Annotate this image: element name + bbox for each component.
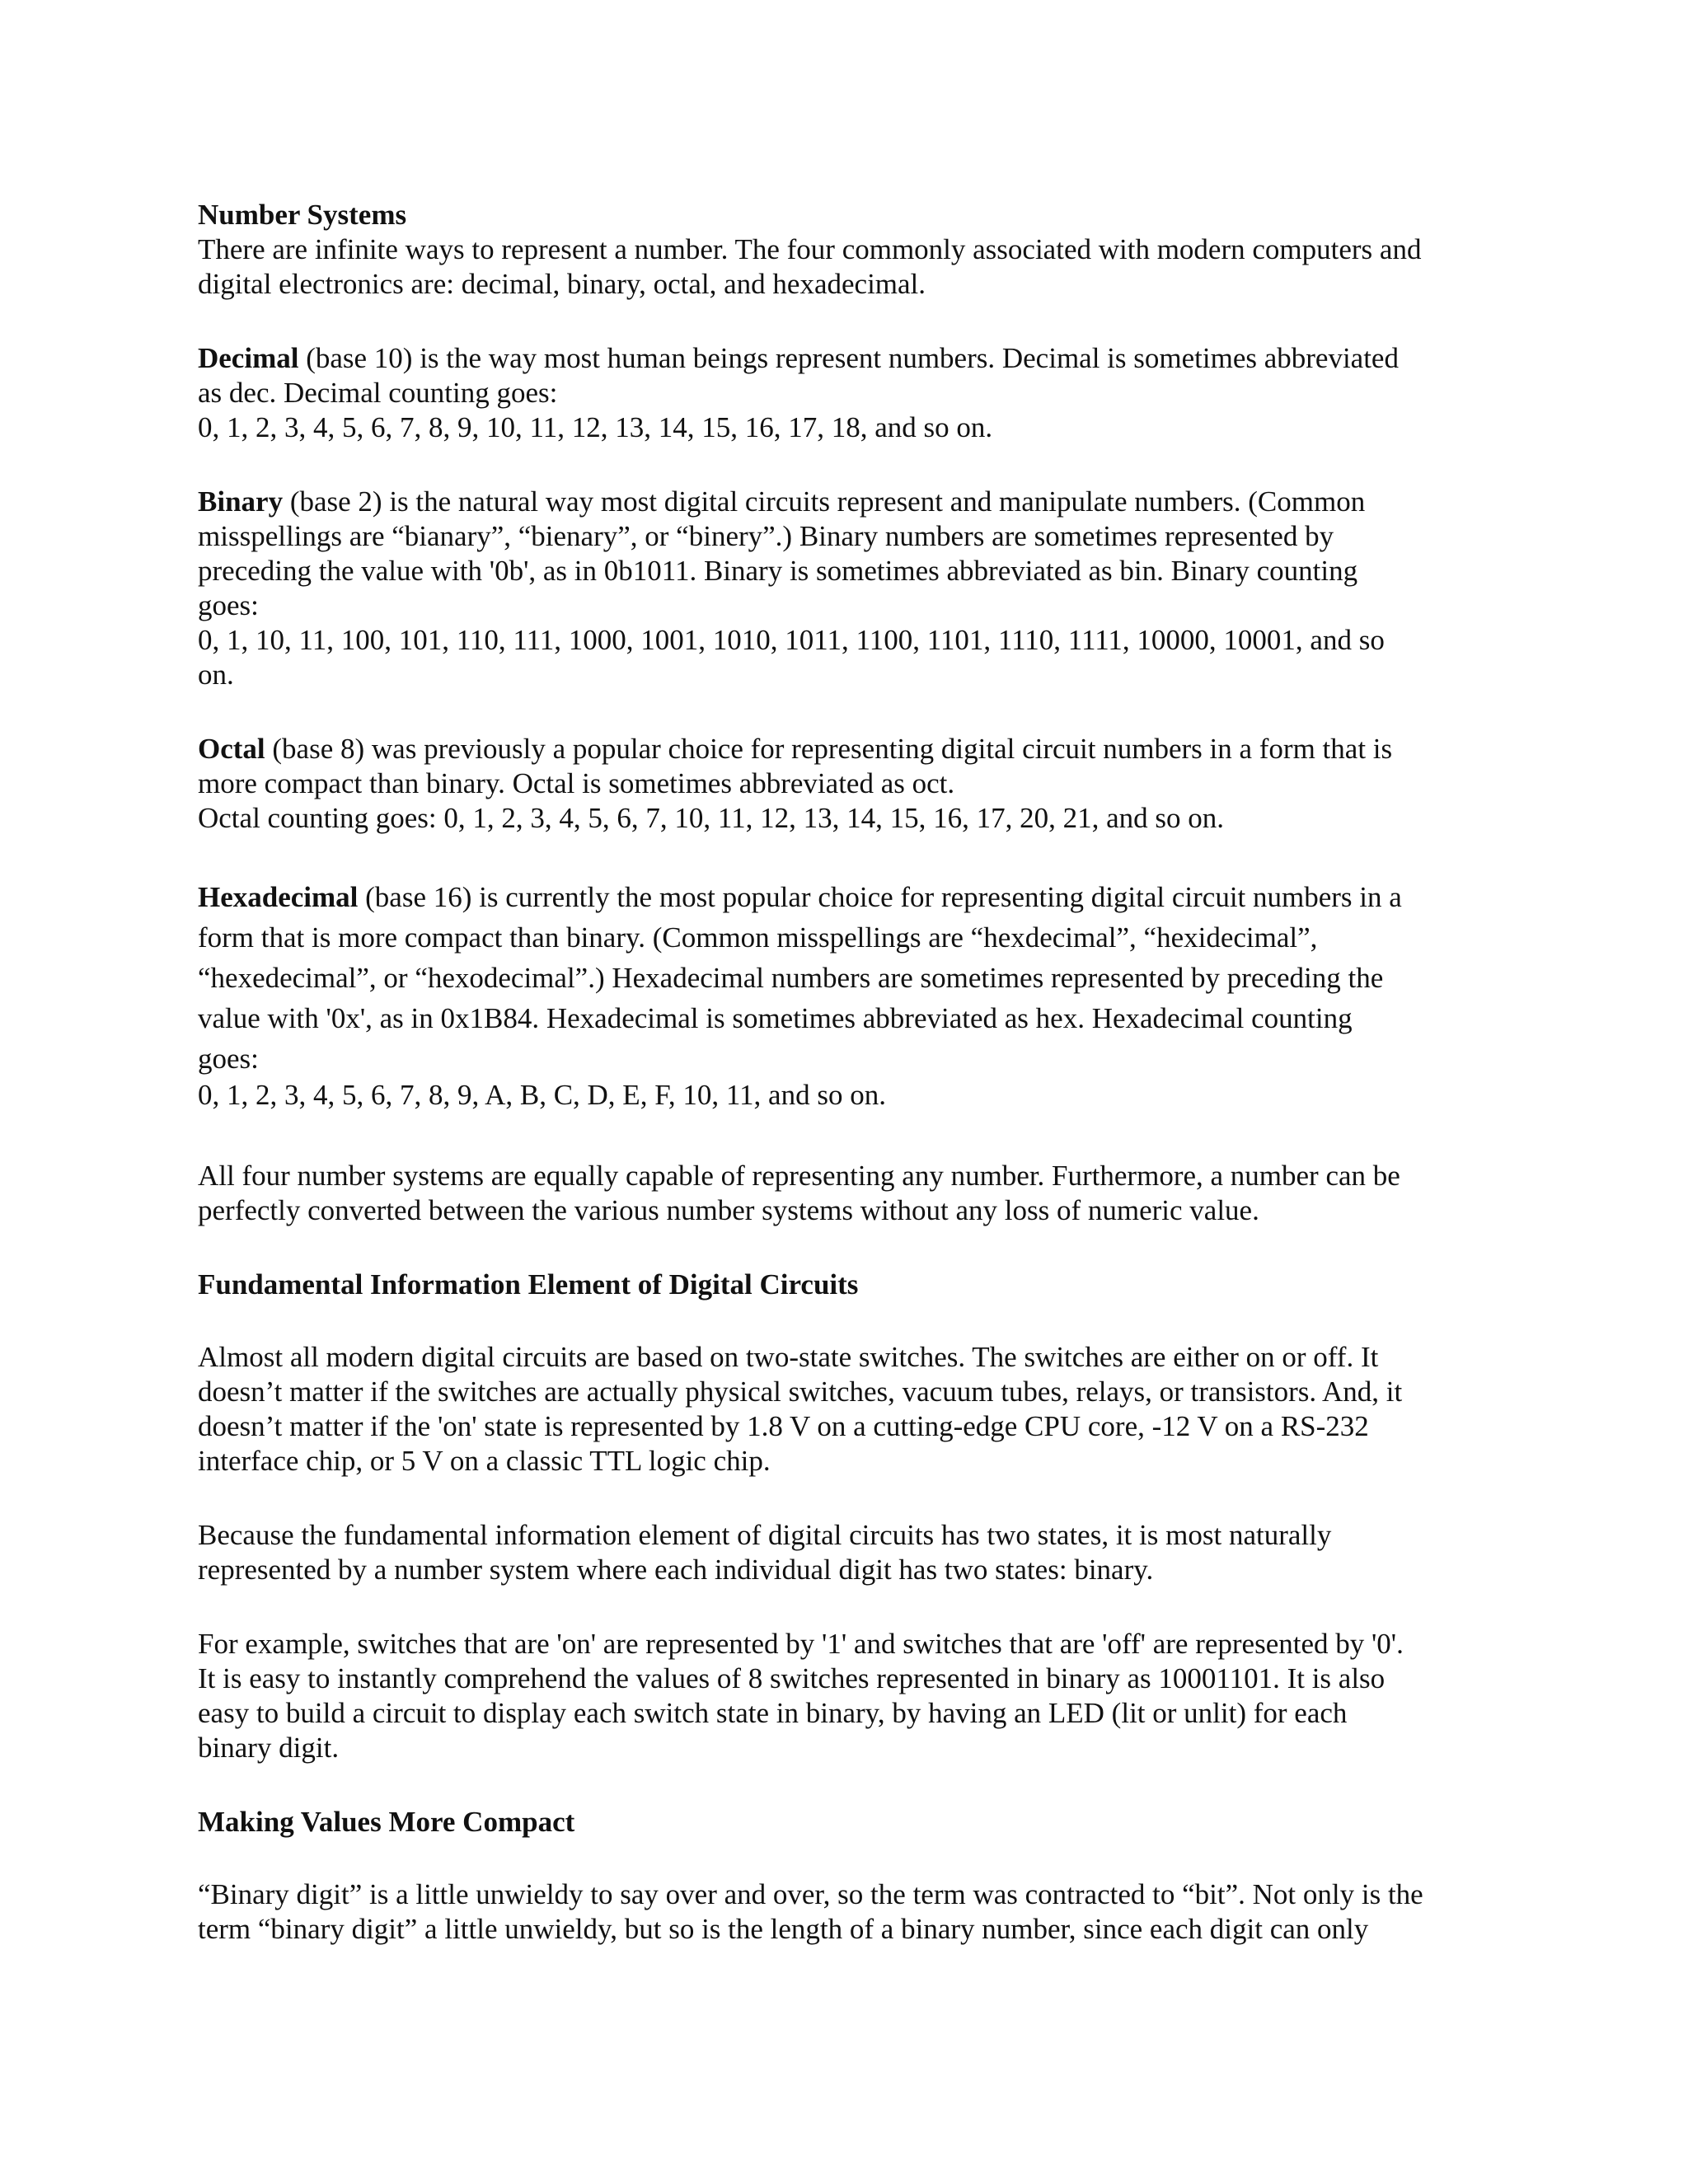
counting-line: Octal counting goes: 0, 1, 2, 3, 4, 5, 6, 7, 10, 11, 12, 13, 14, 15, 16, 17, 20, 21, and so on. [198,802,1225,834]
paragraph-line: more compact than binary. Octal is sometimes abbreviated as oct. [198,767,955,799]
paragraph-line: binary digit. [198,1732,340,1764]
paragraph-line: represented by a number system where each individual digit has two states: binary. [198,1554,1154,1586]
paragraph-line: Because the fundamental information element of digital circuits has two states, it is most naturally [198,1519,1332,1551]
paragraph-line: There are infinite ways to represent a number. The four commonly associated with modern computers and [198,233,1422,265]
paragraph-line: Octal (base 8) was previously a popular choice for representing digital circuit numbers in a form that is [198,733,1393,765]
counting-line: on. [198,658,234,691]
paragraph-line: term “binary digit” a little unwieldy, but so is the length of a binary number, since each digit can only [198,1913,1369,1945]
heading-making-values-compact: Making Values More Compact [198,1806,575,1838]
paragraph-line: Decimal (base 10) is the way most human beings represent numbers. Decimal is sometimes abbreviated [198,342,1399,374]
paragraph-line: doesn’t matter if the 'on' state is represented by 1.8 V on a cutting-edge CPU core, -12 V on a RS-232 [198,1410,1369,1442]
paragraph-line: form that is more compact than binary. (Common misspellings are “hexdecimal”, “hexidecimal”, [198,921,1318,954]
term-binary: Binary [198,485,284,518]
counting-line: 0, 1, 2, 3, 4, 5, 6, 7, 8, 9, A, B, C, D, E, F, 10, 11, and so on. [198,1079,886,1111]
paragraph-line: All four number systems are equally capable of representing any number. Furthermore, a number can be [198,1160,1400,1192]
term-octal: Octal [198,733,265,765]
paragraph-line: value with '0x', as in 0x1B84. Hexadecimal is sometimes abbreviated as hex. Hexadecimal counting [198,1002,1353,1034]
paragraph-line: perfectly converted between the various number systems without any loss of numeric value. [198,1194,1259,1226]
paragraph-line: “hexedecimal”, or “hexodecimal”.) Hexadecimal numbers are sometimes represented by preceding the [198,962,1384,994]
term-hexadecimal: Hexadecimal [198,881,359,913]
paragraph-line: interface chip, or 5 V on a classic TTL logic chip. [198,1445,771,1477]
paragraph-line: Almost all modern digital circuits are based on two-state switches. The switches are either on or off. It [198,1341,1379,1373]
paragraph-line: preceding the value with '0b', as in 0b1011. Binary is sometimes abbreviated as bin. Binary counting [198,555,1358,587]
paragraph-line: Hexadecimal (base 16) is currently the most popular choice for representing digital circuit numbers in a [198,881,1402,913]
paragraph-line: doesn’t matter if the switches are actually physical switches, vacuum tubes, relays, or transistors. And, it [198,1376,1403,1408]
heading-number-systems: Number Systems [198,199,407,231]
paragraph-line: misspellings are “bianary”, “bienary”, or “binery”.) Binary numbers are sometimes represented by [198,520,1334,552]
paragraph-line: easy to build a circuit to display each switch state in binary, by having an LED (lit or unlit) for each [198,1697,1348,1729]
counting-line: 0, 1, 2, 3, 4, 5, 6, 7, 8, 9, 10, 11, 12, 13, 14, 15, 16, 17, 18, and so on. [198,411,993,443]
paragraph-line: “Binary digit” is a little unwieldy to say over and over, so the term was contracted to “bit”. Not only is the [198,1878,1423,1910]
term-decimal: Decimal [198,342,299,374]
paragraph-line: goes: [198,589,259,621]
paragraph-line: goes: [198,1043,259,1075]
paragraph-line: as dec. Decimal counting goes: [198,377,558,409]
heading-fundamental: Fundamental Information Element of Digital Circuits [198,1268,859,1301]
paragraph-line: digital electronics are: decimal, binary, octal, and hexadecimal. [198,268,926,300]
paragraph-line: It is easy to instantly comprehend the values of 8 switches represented in binary as 10001101. It is also [198,1662,1386,1694]
paragraph-line: Binary (base 2) is the natural way most digital circuits represent and manipulate numbers. (Common [198,485,1366,518]
counting-line: 0, 1, 10, 11, 100, 101, 110, 111, 1000, 1001, 1010, 1011, 1100, 1101, 1110, 1111, 10000, 10001, and so [198,624,1385,656]
paragraph-line: For example, switches that are 'on' are represented by '1' and switches that are 'off' are represented by '0'. [198,1628,1404,1660]
